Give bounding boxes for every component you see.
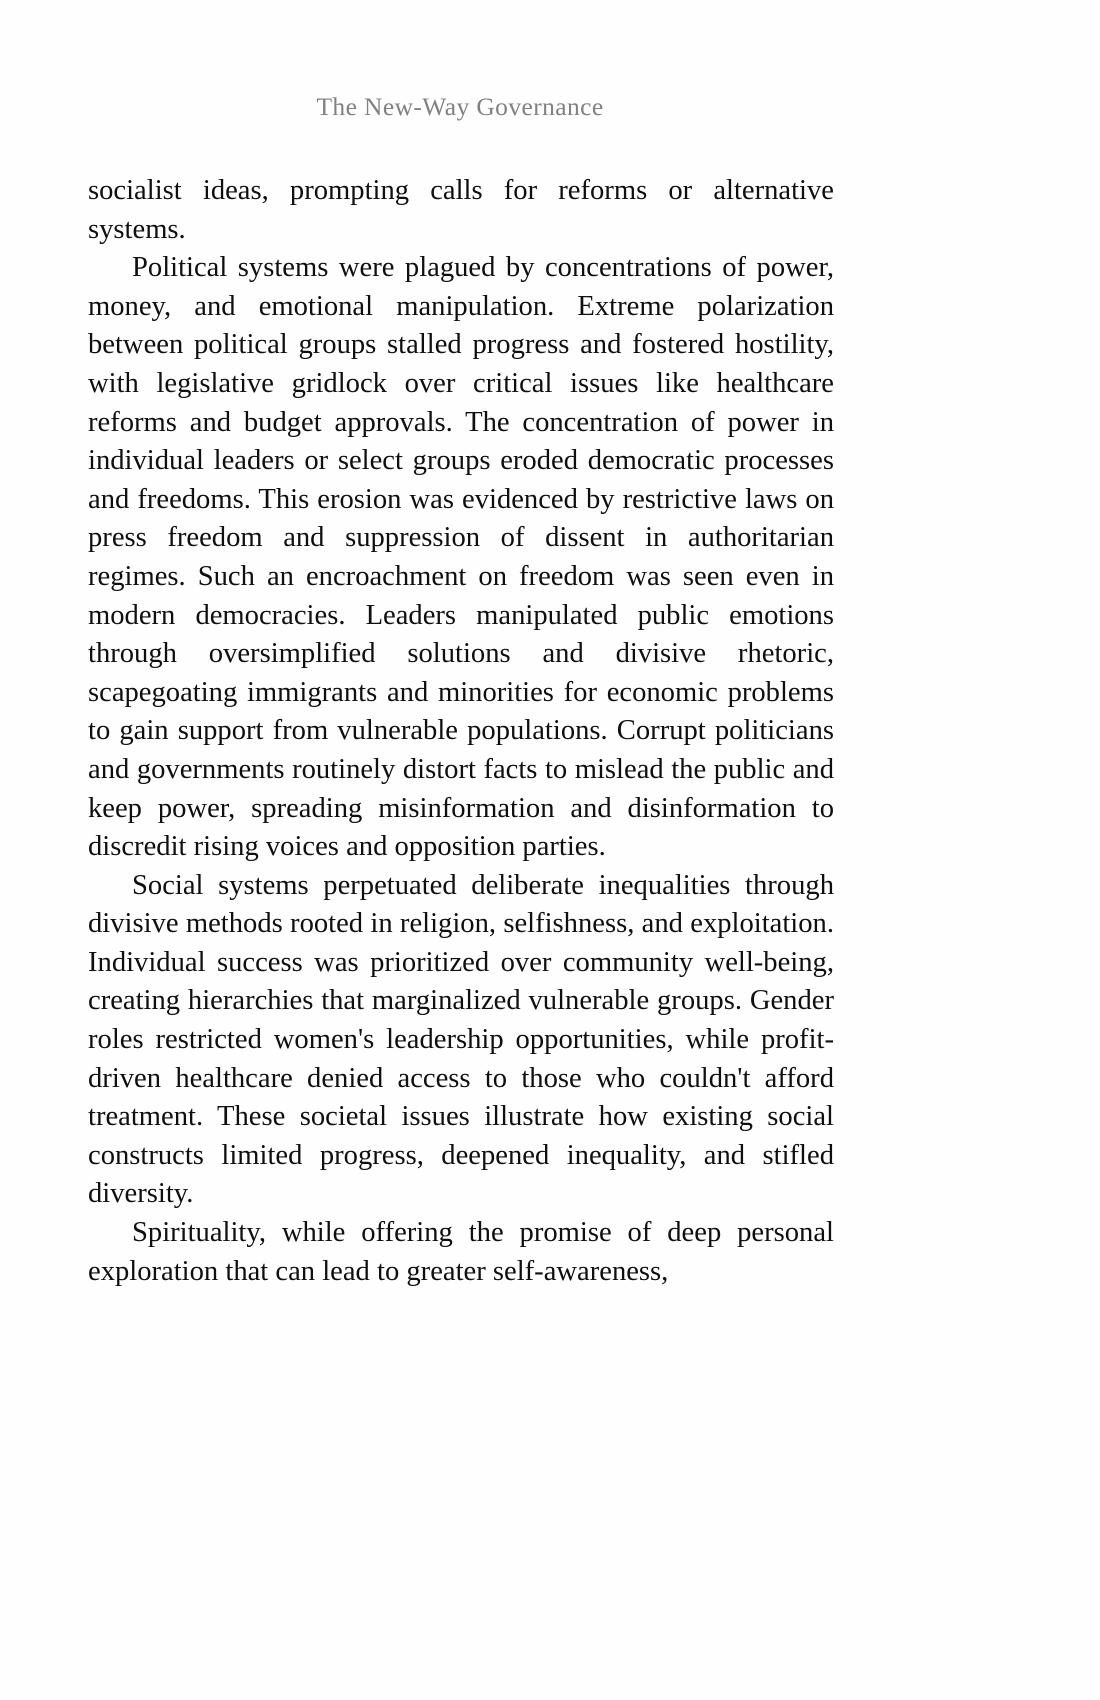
paragraph-continued: socialist ideas, prompting calls for reforms or alternative systems.: [88, 175, 834, 245]
paragraph-spirituality: Spirituality, while offering the promise of deep personal exploration that can lead to greater self-awareness,: [88, 1217, 834, 1287]
running-header: The New-Way Governance: [316, 92, 604, 121]
body-text-block: [88, 172, 834, 1291]
paragraph-political-systems: Political systems were plagued by concentrations of power, money, and emotional manipulation. Extreme polarization between political groups stalled progress and fostered hostility, with legislative gridlock over critical issues like healthcare reforms and budget approvals. The concentration of power in individual leaders or select groups eroded democratic processes and freedoms. This erosion was evidenced by restrictive laws on press freedom and suppression of dissent in authoritarian regimes. Such an encroachment on freedom was seen even in modern democracies. Leaders manipulated public emotions through oversimplified solutions and divisive rhetoric, scapegoating immigrants and minorities for economic problems to gain support from vulnerable populations. Corrupt politicians and governments routinely distort facts to mislead the public and keep power, spreading misinformation and disinformation to discredit rising voices and opposition parties.: [88, 252, 834, 863]
paragraph-social-systems: Social systems perpetuated deliberate inequalities through divisive methods rooted in religion, selfishness, and exploitation. Individual success was prioritized over community well-being, creating hierarchies that marginalized vulnerable groups. Gender roles restricted women's leadership opportunities, while profit-driven healthcare denied access to those who couldn't afford treatment. These societal issues illustrate how existing social constructs limited progress, deepened inequality, and stifled diversity.: [88, 869, 834, 1210]
